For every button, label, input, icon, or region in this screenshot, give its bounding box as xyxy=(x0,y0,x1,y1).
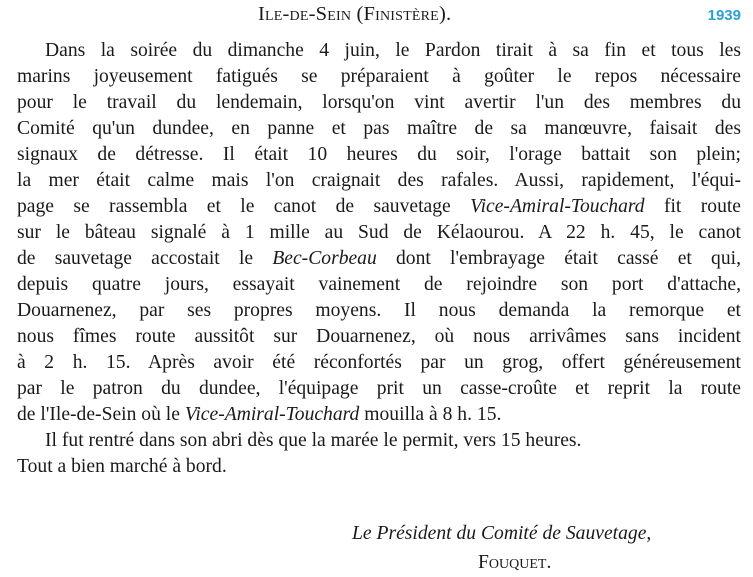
text-line xyxy=(17,402,741,428)
boat-name: Vice-Amiral-Touchard xyxy=(184,404,360,425)
text-segment: de l'Ile-de-Sein où le xyxy=(17,404,185,425)
signature-title: Le Président du Comité de Sauvetage, xyxy=(352,523,652,544)
text-line: depuis quatre jours, essayait vainement de rejoindre son port d'attache, xyxy=(17,274,741,295)
text-line: nous fîmes route aussitôt sur Douarnenez, où nous arrivâmes sans incident xyxy=(17,326,741,347)
text-line: Comité qu'un dundee, en panne et pas maître de sa manœuvre, faisait des xyxy=(17,118,741,139)
text-segment: mouilla à 8 h. 15. xyxy=(359,404,502,425)
text-line xyxy=(17,194,741,220)
text-line: Dans la soirée du dimanche 4 juin, le Pardon tirait à sa fin et tous les xyxy=(45,40,741,61)
page-header xyxy=(0,2,753,32)
text-line: Douarnenez, par ses propres moyens. Il nous demanda la remorque et xyxy=(17,300,741,321)
text-line xyxy=(17,246,741,272)
text-line: signaux de détresse. Il était 10 heures du soir, l'orage battait son plein; xyxy=(17,144,741,165)
year-label: 1939 xyxy=(707,7,741,24)
document-title: Ile-de-Sein (Finistère). xyxy=(258,3,452,25)
text-line: marins joyeusement fatigués se préparaient à goûter le repos nécessaire xyxy=(17,66,741,87)
text-line: Il fut rentré dans son abri dès que la marée le permit, vers 15 heures. xyxy=(45,430,582,451)
boat-name: Vice-Amiral-Touchard xyxy=(470,196,645,217)
text-line: sur le bâteau signalé à 1 mille au Sud de Kélaourou. A 22 h. 45, le canot xyxy=(17,222,741,243)
text-segment: de sauvetage accostait le xyxy=(17,248,273,269)
text-line: par le patron du dundee, l'équipage prit un casse-croûte et reprit la route xyxy=(17,378,741,399)
text-line: à 2 h. 15. Après avoir été réconfortés par un grog, offert généreusement xyxy=(17,352,741,373)
text-line: la mer était calme mais l'on craignait des rafales. Aussi, rapidement, l'équi- xyxy=(17,170,741,191)
text-line: Tout a bien marché à bord. xyxy=(17,456,227,477)
text-segment: dont l'embrayage était cassé et qui, xyxy=(376,248,741,269)
signature-name: Fouquet. xyxy=(478,552,552,573)
body-text xyxy=(17,38,741,480)
boat-name: Bec-Corbeau xyxy=(272,248,377,269)
text-line: pour le travail du lendemain, lorsqu'on vint avertir l'un des membres du xyxy=(17,92,741,113)
text-segment: page se rassembla et le canot de sauvetage xyxy=(17,196,471,217)
text-segment: fit route xyxy=(644,196,742,217)
